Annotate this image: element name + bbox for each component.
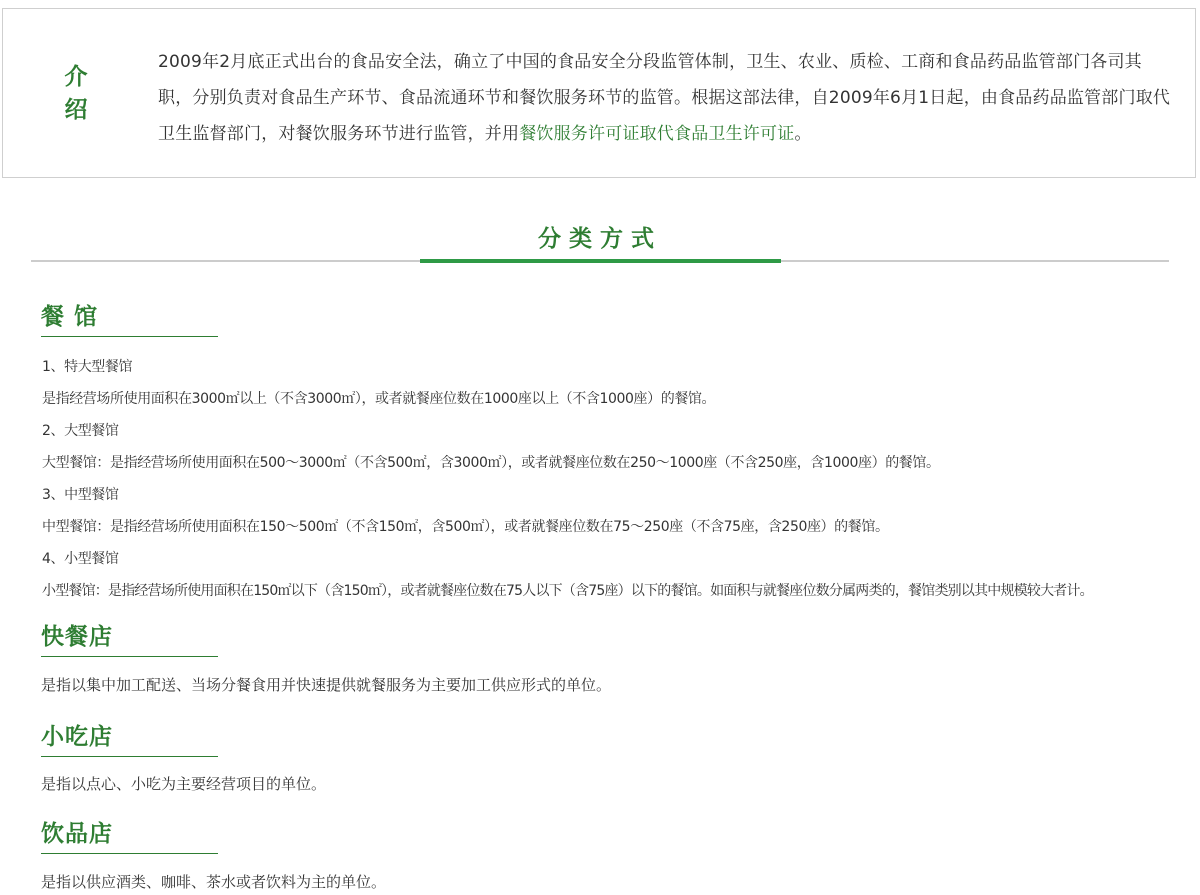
restaurant-heading: 餐 馆 [41, 304, 99, 330]
restaurant-line: 大型餐馆：是指经营场所使用面积在500～3000㎡（不含500㎡，含3000㎡），或者就餐座位数在250～1000座（不含250座，含1000座）的餐馆。 [42, 455, 940, 471]
fast-food-heading: 快餐店 [41, 624, 113, 650]
intro-highlight: 餐饮服务许可证取代食品卫生许可证 [519, 124, 795, 144]
snack-heading: 小吃店 [41, 724, 113, 750]
intro-text [158, 44, 1176, 152]
fast-food-heading-rule [41, 656, 218, 657]
drinks-heading: 饮品店 [41, 821, 113, 847]
restaurant-line: 1、特大型餐馆 [42, 359, 133, 375]
section-title-accent [420, 259, 781, 263]
restaurant-line: 4、小型餐馆 [42, 551, 119, 567]
restaurant-line: 是指经营场所使用面积在3000㎡以上（不含3000㎡），或者就餐座位数在1000座以上（不含1000座）的餐馆。 [42, 391, 716, 407]
restaurant-line: 3、中型餐馆 [42, 487, 119, 503]
restaurant-line: 2、大型餐馆 [42, 423, 119, 439]
restaurant-line: 小型餐馆：是指经营场所使用面积在150㎡以下（含150㎡），或者就餐座位数在75人以下（含75座）以下的餐馆。如面积与就餐座位数分属两类的，餐馆类别以其中规模较大者计。 [42, 583, 1093, 599]
intro-text-end: 。 [794, 124, 812, 144]
intro-text-main: 2009年2月底正式出台的食品安全法，确立了中国的食品安全分段监管体制，卫生、农业、质检、工商和食品药品监管部门各司其职，分别负责对食品生产环节、食品流通环节和餐饮服务环节的监管。根据这部法律，自2009年6月1日起，由食品药品监管部门取代卫生监督部门，对餐饮服务环节进行监管，并用 [158, 52, 1171, 144]
drinks-desc: 是指以供应酒类、咖啡、茶水或者饮料为主的单位。 [41, 873, 387, 891]
restaurant-line: 中型餐馆：是指经营场所使用面积在150～500㎡（不含150㎡，含500㎡），或者就餐座位数在75～250座（不含75座，含250座）的餐馆。 [42, 519, 889, 535]
section-title: 分类方式 [538, 226, 662, 252]
drinks-heading-rule [41, 853, 218, 854]
snack-desc: 是指以点心、小吃为主要经营项目的单位。 [41, 775, 327, 793]
intro-box [2, 8, 1196, 178]
intro-label: 介绍 [64, 64, 88, 123]
snack-heading-rule [41, 756, 218, 757]
restaurant-heading-rule [41, 336, 218, 337]
fast-food-desc: 是指以集中加工配送、当场分餐食用并快速提供就餐服务为主要加工供应形式的单位。 [41, 676, 612, 694]
